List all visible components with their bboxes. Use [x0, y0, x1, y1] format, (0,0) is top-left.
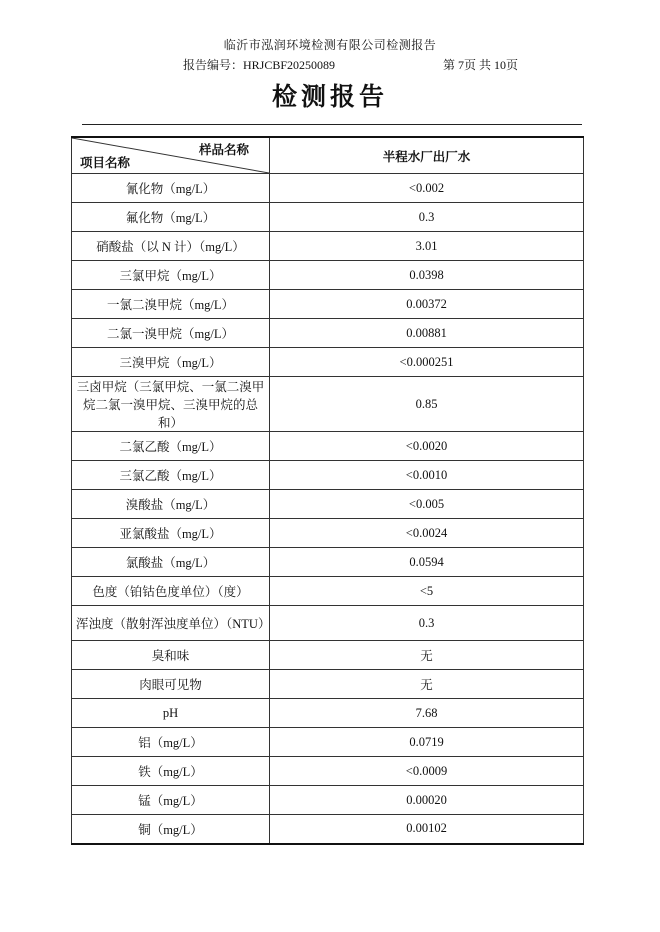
result-value-cell: 0.0594	[270, 548, 584, 577]
item-name-cell: 三氯甲烷（mg/L）	[72, 261, 270, 290]
item-name-cell: 二氯乙酸（mg/L）	[72, 432, 270, 461]
item-name-cell: 浑浊度（散射浑浊度单位）（NTU）	[72, 606, 270, 641]
table-row	[72, 670, 584, 699]
results-table	[71, 136, 584, 845]
table-row	[72, 577, 584, 606]
result-value-cell: 无	[270, 641, 584, 670]
result-value-cell: 0.0719	[270, 728, 584, 757]
result-value-cell: 3.01	[270, 232, 584, 261]
table-row	[72, 606, 584, 641]
table-header-row	[72, 137, 584, 174]
page-indicator: 第 7页 共 10页	[443, 58, 519, 72]
item-name-cell: 三溴甲烷（mg/L）	[72, 348, 270, 377]
table-row	[72, 377, 584, 432]
result-value-cell: <0.0009	[270, 757, 584, 786]
result-value-cell: 0.3	[270, 606, 584, 641]
table-row	[72, 461, 584, 490]
item-name-cell: pH	[72, 699, 270, 728]
result-value-cell: 0.00102	[270, 815, 584, 844]
item-name-cell: 三卤甲烷（三氯甲烷、一氯二溴甲烷二氯一溴甲烷、三溴甲烷的总和）	[72, 377, 270, 432]
table-row	[72, 815, 584, 844]
item-name-cell: 亚氯酸盐（mg/L）	[72, 519, 270, 548]
item-name-cell: 氯酸盐（mg/L）	[72, 548, 270, 577]
result-value-cell: 0.0398	[270, 261, 584, 290]
company-header: 临沂市泓润环境检测有限公司检测报告	[223, 38, 437, 52]
report-number: 报告编号：HRJCBF20250089	[183, 58, 336, 72]
table-row	[72, 490, 584, 519]
result-value-cell: <0.0010	[270, 461, 584, 490]
item-name-cell: 一氯二溴甲烷（mg/L）	[72, 290, 270, 319]
result-value-cell: <0.005	[270, 490, 584, 519]
result-value-cell: 无	[270, 670, 584, 699]
item-name-cell: 色度（铂钴色度单位）（度）	[72, 577, 270, 606]
item-name-cell: 铁（mg/L）	[72, 757, 270, 786]
table-row	[72, 290, 584, 319]
item-name-cell: 硝酸盐（以 N 计）（mg/L）	[72, 232, 270, 261]
table-body	[72, 174, 584, 844]
item-name-cell: 氟化物（mg/L）	[72, 203, 270, 232]
item-name-cell: 铝（mg/L）	[72, 728, 270, 757]
table-row	[72, 174, 584, 203]
item-name-cell: 氰化物（mg/L）	[72, 174, 270, 203]
item-name-label: 项目名称	[80, 156, 131, 170]
table-row	[72, 757, 584, 786]
table-row	[72, 786, 584, 815]
result-value-cell: 0.00372	[270, 290, 584, 319]
item-name-cell: 锰（mg/L）	[72, 786, 270, 815]
result-value-cell: 7.68	[270, 699, 584, 728]
sample-name-label: 样品名称	[198, 143, 249, 157]
item-name-cell: 铜（mg/L）	[72, 815, 270, 844]
result-value-cell: <0.000251	[270, 348, 584, 377]
result-value-cell: <5	[270, 577, 584, 606]
result-value-cell: 0.00881	[270, 319, 584, 348]
table-row	[72, 641, 584, 670]
table-row	[72, 548, 584, 577]
title-divider	[82, 124, 582, 125]
table-row	[72, 203, 584, 232]
sample-name-header: 半程水厂出厂水	[270, 137, 584, 174]
item-name-cell: 三氯乙酸（mg/L）	[72, 461, 270, 490]
item-name-cell: 臭和味	[72, 641, 270, 670]
item-name-cell: 溴酸盐（mg/L）	[72, 490, 270, 519]
result-value-cell: <0.0024	[270, 519, 584, 548]
item-name-cell: 二氯一溴甲烷（mg/L）	[72, 319, 270, 348]
diagonal-header-cell	[72, 137, 270, 174]
result-value-cell: <0.002	[270, 174, 584, 203]
table-row	[72, 319, 584, 348]
item-name-cell: 肉眼可见物	[72, 670, 270, 699]
result-value-cell: 0.3	[270, 203, 584, 232]
table-row	[72, 232, 584, 261]
report-meta-row	[0, 56, 660, 72]
table-row	[72, 728, 584, 757]
table-row	[72, 348, 584, 377]
table-row	[72, 261, 584, 290]
result-value-cell: 0.00020	[270, 786, 584, 815]
table-row	[72, 699, 584, 728]
document-title: 检测报告	[271, 82, 388, 111]
result-value-cell: <0.0020	[270, 432, 584, 461]
result-value-cell: 0.85	[270, 377, 584, 432]
table-row	[72, 519, 584, 548]
table-row	[72, 432, 584, 461]
